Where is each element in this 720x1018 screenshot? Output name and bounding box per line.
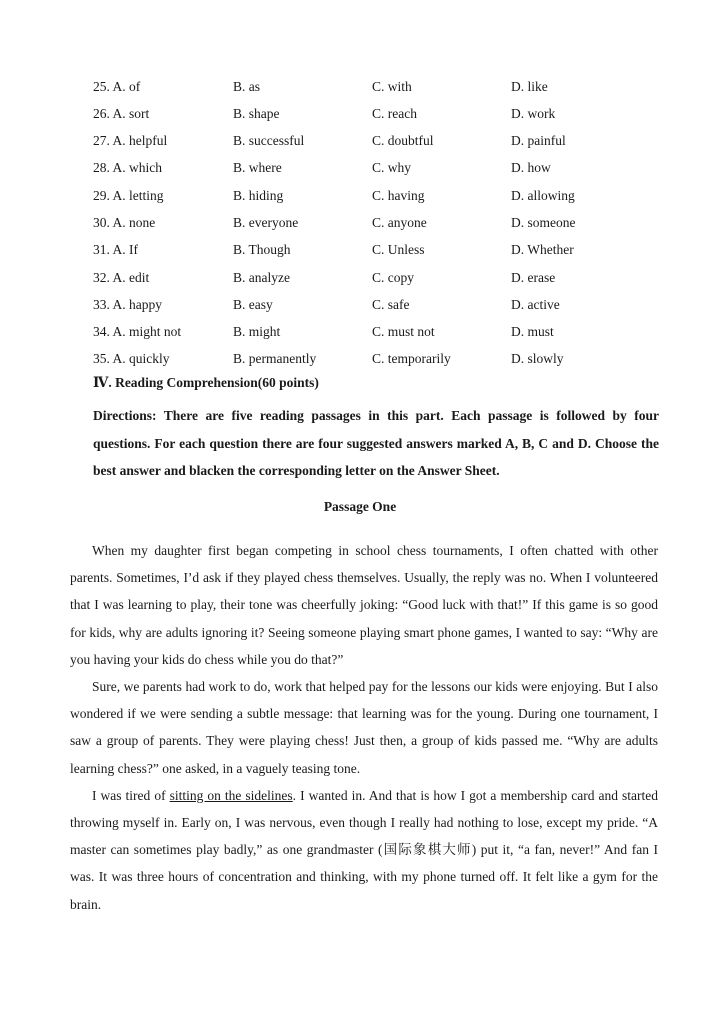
option-row	[0, 104, 720, 124]
option-b: B. easy	[233, 297, 273, 312]
paragraph-2: Sure, we parents had work to do, work that helped pay for the lessons our kids were enjoying. But I also wondered if we were sending a subtle message: that learning was for the young. During one tournament, I saw a group of parents. They were playing chess! Just then, a group of kids passed me. “Why are adults learning chess?” one asked, in a vaguely teasing tone.	[70, 679, 658, 776]
option-c: C. copy	[372, 270, 414, 285]
option-b: B. permanently	[233, 351, 317, 366]
option-c: C. why	[372, 160, 412, 175]
option-a: 31. A. If	[93, 242, 138, 257]
option-a: 25. A. of	[93, 79, 141, 94]
paragraph-1: When my daughter first began competing in school chess tournaments, I often chatted with other parents. Sometimes, I’d ask if they played chess themselves. Usually, the reply was no. When I volunteered that I was learning to play, their tone was cheerfully joking: “Good luck with that!” If this game is so good for kids, why are adults ignoring it? Seeing someone playing smart phone games, I wanted to say: “Why are you having your kids do chess while you do that?”	[70, 543, 658, 667]
option-row	[0, 349, 720, 369]
option-b: B. analyze	[233, 270, 290, 285]
option-a: 32. A. edit	[93, 270, 150, 285]
option-b: B. where	[233, 160, 282, 175]
option-b: B. hiding	[233, 188, 284, 203]
option-c: C. must not	[372, 324, 435, 339]
option-c: C. having	[372, 188, 425, 203]
option-d: D. allowing	[511, 188, 575, 203]
passage-title: Passage One	[323, 499, 397, 514]
option-b: B. successful	[233, 133, 305, 148]
option-d: D. Whether	[511, 242, 574, 257]
option-d: D. erase	[511, 270, 556, 285]
paragraph-3	[70, 782, 658, 918]
option-d: D. slowly	[511, 351, 564, 366]
option-d: D. work	[511, 106, 556, 121]
option-d: D. painful	[511, 133, 566, 148]
option-row	[0, 322, 720, 342]
option-row	[0, 268, 720, 288]
option-row	[0, 295, 720, 315]
option-a: 34. A. might not	[93, 324, 182, 339]
paragraph-3-rest: . I wanted in. And that is how I got a membership card and started throwing myself in. Early on, I was nervous, even though I really had nothing to lose, except my pride. “A master can sometimes play badly,” as one grandmaster (国际象棋大师) put it, “a fan, never!” And fan I was. It was three hours of concentration and thinking, with my phone turned off. It felt like a gym for the brain.	[70, 787, 658, 912]
option-a: 35. A. quickly	[93, 351, 170, 366]
option-row	[0, 131, 720, 151]
option-c: C. temporarily	[372, 351, 451, 366]
option-a: 30. A. none	[93, 215, 156, 230]
option-row	[0, 240, 720, 260]
option-b: B. might	[233, 324, 281, 339]
option-a: 33. A. happy	[93, 297, 162, 312]
option-a: 28. A. which	[93, 160, 162, 175]
underlined-phrase: sitting on the sidelines	[169, 787, 293, 803]
passage-body	[70, 537, 658, 918]
option-b: B. Though	[233, 242, 291, 257]
option-d: D. must	[511, 324, 554, 339]
option-b: B. shape	[233, 106, 280, 121]
option-row	[0, 77, 720, 97]
option-c: C. Unless	[372, 242, 425, 257]
paragraph-3-start: I was tired of	[92, 787, 170, 803]
option-b: B. as	[233, 79, 260, 94]
option-a: 29. A. letting	[93, 188, 164, 203]
option-c: C. doubtful	[372, 133, 434, 148]
option-c: C. anyone	[372, 215, 427, 230]
option-row	[0, 213, 720, 233]
directions: Directions: There are five reading passages in this part. Each passage is followed by four questions. For each question there are four suggested answers marked A, B, C and D. Choose the best answer and blacken the corresponding letter on the Answer Sheet.	[93, 408, 659, 478]
option-row	[0, 158, 720, 178]
option-c: C. with	[372, 79, 412, 94]
option-a: 27. A. helpful	[93, 133, 168, 148]
option-c: C. safe	[372, 297, 410, 312]
option-b: B. everyone	[233, 215, 299, 230]
option-d: D. active	[511, 297, 560, 312]
option-d: D. how	[511, 160, 551, 175]
option-a: 26. A. sort	[93, 106, 150, 121]
option-c: C. reach	[372, 106, 417, 121]
option-d: D. like	[511, 79, 548, 94]
option-row	[0, 186, 720, 206]
option-d: D. someone	[511, 215, 576, 230]
section-heading: Ⅳ. Reading Comprehension(60 points)	[93, 375, 319, 390]
